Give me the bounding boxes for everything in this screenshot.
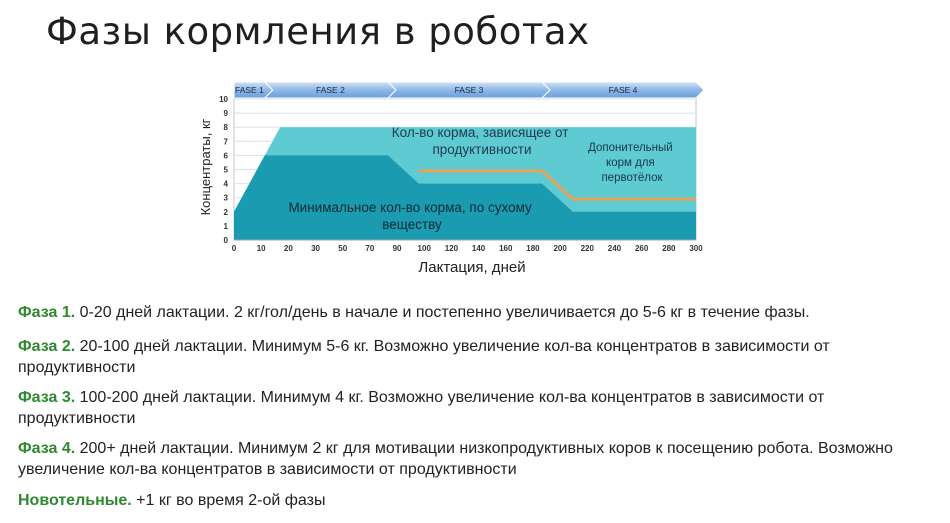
y-tick-label: 10 — [219, 95, 228, 104]
x-tick-label: 180 — [526, 244, 540, 253]
x-tick-label: 140 — [471, 244, 486, 253]
y-tick-label: 4 — [223, 179, 228, 189]
phase-description-label-1: Фаза 1. — [18, 304, 76, 321]
series-label-productivity-line1: Кол-во корма, зависящее от — [391, 125, 569, 140]
x-tick-label: 280 — [662, 244, 676, 253]
phase-band-label-1: FASE 1 — [234, 85, 264, 95]
phase-description-3 — [18, 387, 938, 429]
phase-description-text-1: 0-20 дней лактации. 2 кг/гол/день в начале и постепенно увеличивается до 5-6 кг в течение фазы. — [75, 304, 810, 321]
phase-description-2 — [18, 336, 938, 378]
x-tick-label: 100 — [417, 244, 431, 253]
phase-description-text-4: 200+ дней лактации. Минимум 2 кг для мотивации низкопродуктивных коров к посещению робота. Возможно увеличение кол-ва концентратов в зависимости от продуктивности — [18, 440, 893, 478]
phase-description-text-3: 100-200 дней лактации. Минимум 4 кг. Возможно увеличение кол-ва концентратов в зависимости от продуктивности — [18, 389, 825, 427]
x-tick-label: 50 — [338, 244, 348, 253]
phase-description-4 — [18, 438, 938, 480]
y-tick-label: 5 — [223, 165, 228, 175]
y-tick-label: 1 — [223, 221, 228, 231]
y-axis-label: Концентраты, кг — [198, 118, 213, 216]
series-label-productivity-line2: продуктивности — [432, 142, 532, 157]
series-label-minimum-line2: веществу — [382, 217, 442, 232]
y-tick-label: 2 — [223, 207, 228, 217]
phase-description-label-3: Фаза 3. — [18, 389, 76, 406]
x-tick-label: 160 — [499, 244, 513, 253]
x-tick-label: 260 — [634, 244, 649, 253]
y-tick-label: 7 — [223, 137, 228, 147]
series-label-heifers-line3: первотёлок — [601, 172, 663, 184]
phase-band-label-2: FASE 2 — [315, 85, 345, 95]
series-label-heifers-line2: корм для — [606, 157, 655, 169]
x-axis-label: Лактация, дней — [418, 259, 526, 276]
newly-calved-text: +1 кг во время 2-ой фазы — [131, 492, 326, 509]
x-tick-label: 240 — [607, 244, 622, 253]
slide-title: Фазы кормления в роботах — [46, 10, 590, 53]
phase-description-label-2: Фаза 2. — [18, 338, 76, 355]
x-tick-label: 220 — [580, 244, 594, 253]
x-tick-label: 300 — [689, 244, 703, 253]
x-tick-label: 70 — [365, 244, 375, 253]
x-tick-label: 30 — [311, 244, 320, 253]
y-tick-label: 0 — [223, 236, 228, 245]
newly-calved-description — [18, 490, 938, 511]
x-tick-label: 10 — [256, 244, 266, 253]
x-tick-label: 200 — [553, 244, 567, 253]
newly-calved-label: Новотельные. — [18, 492, 132, 509]
phase-band-label-4: FASE 4 — [608, 85, 638, 95]
phase-description-text-2: 20-100 дней лактации. Минимум 5-6 кг. Возможно увеличение кол-ва концентратов в зависимости от продуктивности — [18, 338, 830, 376]
phase-description-label-4: Фаза 4. — [18, 440, 76, 457]
x-tick-label: 20 — [283, 244, 293, 253]
series-label-minimum-line1: Минимальное кол-во корма, по сухому — [288, 200, 532, 215]
x-tick-label: 120 — [444, 244, 459, 253]
phase-band-label-3: FASE 3 — [454, 85, 484, 95]
phase-description-1 — [18, 302, 938, 323]
y-tick-label: 6 — [223, 151, 228, 161]
y-tick-label: 8 — [223, 123, 228, 133]
x-tick-label: 90 — [392, 244, 402, 253]
x-tick-label: 0 — [231, 244, 237, 253]
series-label-heifers-line1: Допонительный — [588, 142, 673, 154]
y-tick-label: 9 — [223, 109, 228, 119]
feeding-phases-chart — [185, 80, 715, 280]
y-tick-label: 3 — [223, 193, 228, 203]
